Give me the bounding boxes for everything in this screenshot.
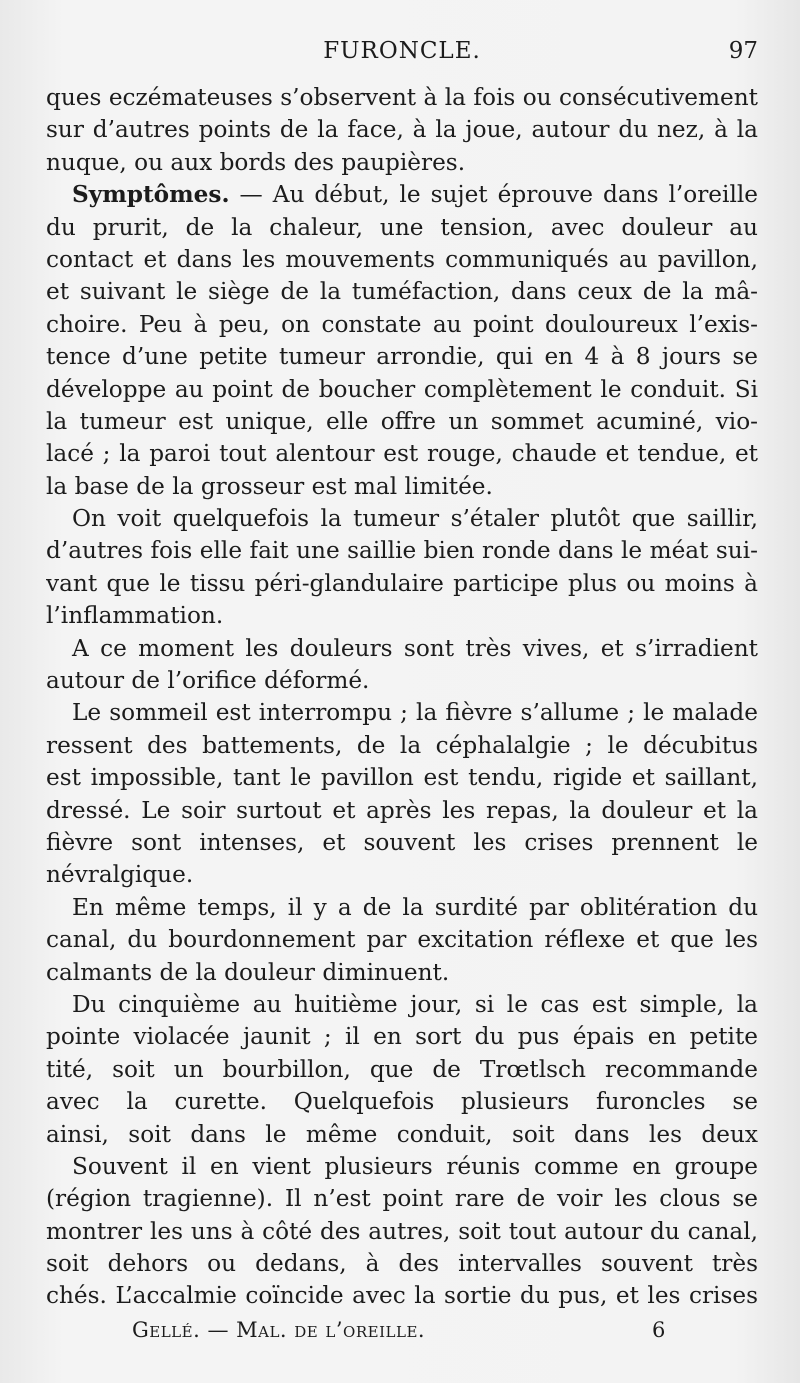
- text-line: [46, 1151, 758, 1183]
- text-line: [46, 1119, 758, 1151]
- section-heading: Symptômes.: [72, 181, 230, 209]
- line-text: calmants de la douleur diminuent.: [46, 958, 450, 986]
- text-line: [46, 114, 758, 146]
- text-line: [46, 1248, 758, 1280]
- signature-line: Gellé. — Mal. de l’oreille.: [132, 1318, 426, 1342]
- line-text: canal, du bourdonnement par excitation réflexe et que les: [46, 926, 758, 954]
- text-line: [46, 503, 758, 535]
- text-line: [46, 633, 758, 665]
- line-text: sur d’autres points de la face, à la joue, autour du nez, à la: [46, 116, 758, 144]
- text-line: [46, 989, 758, 1021]
- text-line: [46, 1086, 758, 1118]
- line-text: la tumeur est unique, elle offre un sommet acuminé, vio-: [46, 407, 758, 435]
- text-line: [46, 859, 758, 891]
- line-text: montrer les uns à côté des autres, soit tout autour du canal,: [46, 1217, 758, 1245]
- line-text: On voit quelquefois la tumeur s’étaler plutôt que saillir,: [72, 505, 758, 533]
- text-line: [46, 179, 758, 211]
- line-text: Du cinquième au huitième jour, si le cas est simple, la: [72, 990, 758, 1018]
- text-line: [46, 665, 758, 697]
- line-text: En même temps, il y a de la surdité par oblitération du: [72, 893, 758, 921]
- line-text: avec la curette. Quelquefois plusieurs furoncles se: [46, 1088, 758, 1116]
- signature-mark: 6: [652, 1318, 666, 1342]
- line-text: est impossible, tant le pavillon est tendu, rigide et saillant,: [46, 764, 758, 792]
- text-line: [46, 795, 758, 827]
- page-footer: [46, 1318, 758, 1354]
- text-line: [46, 82, 758, 114]
- text-line: [46, 1216, 758, 1248]
- line-text: soit dehors ou dedans, à des intervalles souvent très: [46, 1250, 758, 1278]
- text-line: [46, 730, 758, 762]
- text-line: [46, 244, 758, 276]
- line-text: d’autres fois elle fait une saillie bien ronde dans le méat sui-: [46, 537, 758, 565]
- line-text: vant que le tissu péri-glandulaire participe plus ou moins à: [46, 569, 758, 597]
- text-line: [46, 697, 758, 729]
- line-text: tité, soit un bourbillon, que de Trœtlsch recommande: [46, 1055, 758, 1083]
- line-text: Le sommeil est interrompu ; la fièvre s’allume ; le malade: [72, 699, 758, 727]
- line-text: autour de l’orifice déformé.: [46, 667, 370, 695]
- line-text: choire. Peu à peu, on constate au point douloureux l’exis-: [46, 310, 758, 338]
- line-text: pointe violacée jaunit ; il en sort du pus épais en petite: [46, 1023, 758, 1051]
- text-line: [46, 827, 758, 859]
- text-line: [46, 1183, 758, 1215]
- line-text: développe au point de boucher complètement le conduit. Si: [46, 375, 758, 403]
- text-line: [46, 924, 758, 956]
- line-text: contact et dans les mouvements communiqués au pavillon,: [46, 245, 758, 273]
- text-line: [46, 1021, 758, 1053]
- text-line: [46, 147, 758, 179]
- text-line: [46, 600, 758, 632]
- line-text: tence d’une petite tumeur arrondie, qui en 4 à 8 jours se: [46, 343, 758, 371]
- text-line: [46, 406, 758, 438]
- text-line: [46, 471, 758, 503]
- running-title: FURONCLE.: [323, 38, 481, 64]
- line-text: l’inflammation.: [46, 602, 224, 630]
- page-number: 97: [728, 38, 758, 64]
- line-text: nuque, ou aux bords des paupières.: [46, 148, 466, 176]
- line-text: A ce moment les douleurs sont très vives, et s’irradient: [72, 634, 758, 662]
- text-line: [46, 438, 758, 470]
- body-text: [46, 82, 758, 1313]
- line-text: fièvre sont intenses, et souvent les crises prennent le: [46, 828, 758, 856]
- text-line: [46, 1280, 758, 1312]
- line-text: du prurit, de la chaleur, une tension, avec douleur au: [46, 213, 758, 241]
- text-line: [46, 957, 758, 989]
- line-text: dressé. Le soir surtout et après les repas, la douleur et la: [46, 796, 758, 824]
- line-text: et suivant le siège de la tuméfaction, dans ceux de la mâ-: [46, 278, 758, 306]
- line-text: ques eczémateuses s’observent à la fois ou consécutivement: [46, 84, 758, 111]
- text-line: [46, 374, 758, 406]
- text-line: [46, 341, 758, 373]
- line-text: chés. L’accalmie coïncide avec la sortie du pus, et les crises: [46, 1282, 758, 1310]
- text-line: [46, 535, 758, 567]
- line-text: la base de la grosseur est mal limitée.: [46, 472, 493, 500]
- line-text: — Au début, le sujet éprouve dans l’oreille: [229, 181, 758, 209]
- line-text: (région tragienne). Il n’est point rare de voir les clous se: [46, 1185, 758, 1213]
- text-line: [46, 276, 758, 308]
- line-text: Souvent il en vient plusieurs réunis comme en groupe: [72, 1152, 758, 1180]
- line-text: ressent des battements, de la céphalalgie ; le décubitus: [46, 731, 758, 759]
- text-line: [46, 212, 758, 244]
- text-line: [46, 892, 758, 924]
- text-line: [46, 568, 758, 600]
- line-text: lacé ; la paroi tout alentour est rouge, chaude et tendue, et: [46, 440, 758, 468]
- page-header: [46, 34, 758, 74]
- text-line: [46, 762, 758, 794]
- line-text: ainsi, soit dans le même conduit, soit dans les deux: [46, 1120, 758, 1148]
- text-line: [46, 1054, 758, 1086]
- text-line: [46, 309, 758, 341]
- line-text: névralgique.: [46, 861, 194, 889]
